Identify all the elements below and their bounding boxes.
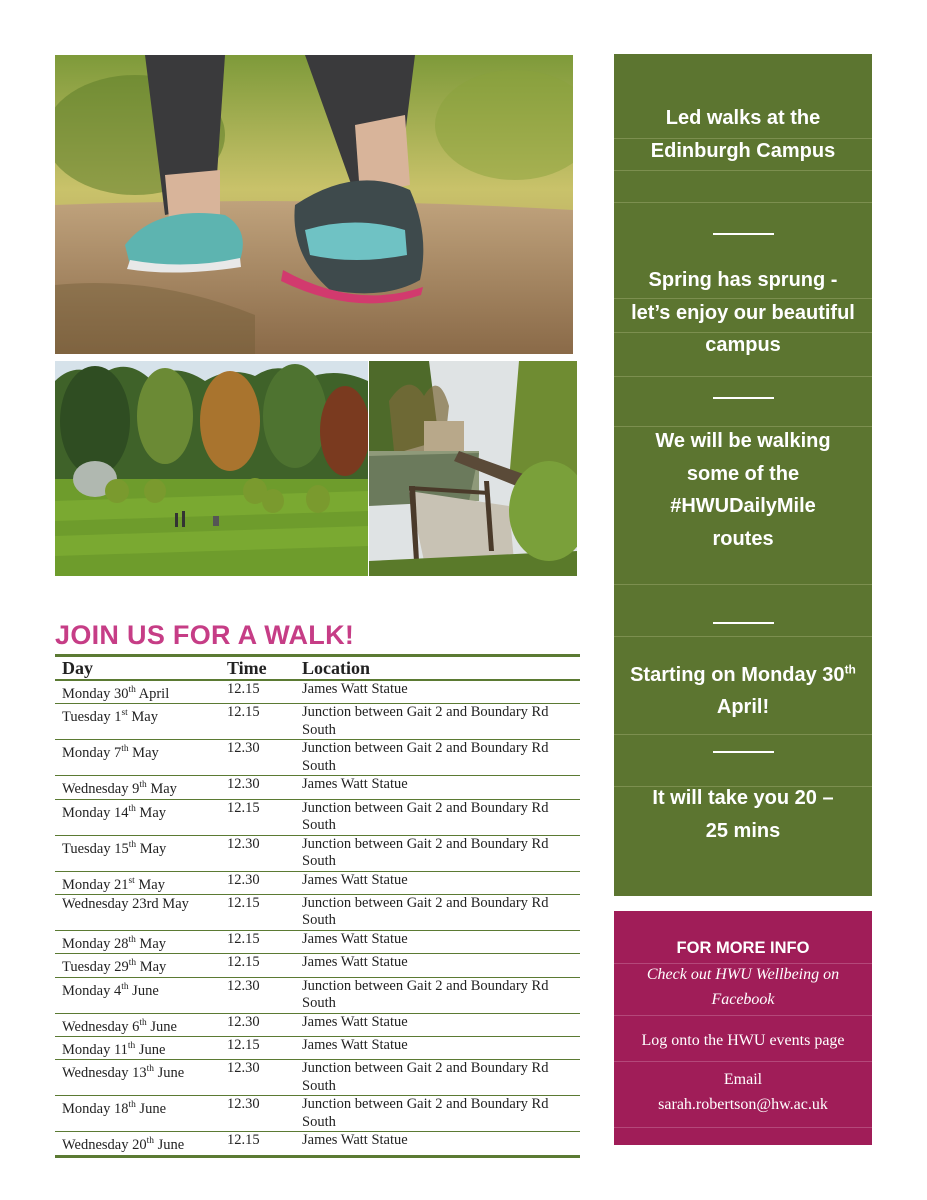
- table-row: [55, 1096, 580, 1132]
- table-row: [55, 872, 580, 895]
- row-day: Monday 30th April: [62, 685, 170, 702]
- table-body: [55, 681, 580, 1155]
- table-row: [55, 704, 580, 740]
- row-day: Tuesday 15th May: [62, 839, 167, 857]
- campus-pond-photo: [369, 361, 577, 576]
- row-day: Monday 14th May: [62, 803, 167, 821]
- join-walk-heading: JOIN US FOR A WALK!: [55, 620, 355, 650]
- row-location: James Watt Statue: [302, 1132, 408, 1149]
- table-row: [55, 1014, 580, 1037]
- row-location: James Watt Statue: [302, 681, 408, 697]
- row-location: Junction between Gait 2 and Boundary Rd South: [302, 894, 549, 929]
- header-location: Location: [302, 658, 371, 678]
- table-row: [55, 800, 580, 836]
- table-row: [55, 740, 580, 776]
- starting-text: [614, 653, 872, 724]
- row-day: Wednesday 9th May: [62, 780, 177, 798]
- row-time: 12.15: [227, 894, 260, 911]
- row-time: 12.15: [227, 930, 260, 947]
- row-time: 12.30: [227, 776, 260, 793]
- row-time: 12.15: [227, 681, 260, 697]
- row-time: 12.15: [227, 1036, 260, 1053]
- row-time: 12.30: [227, 740, 260, 757]
- row-time: 12.30: [227, 1013, 260, 1030]
- walks-info-panel: [614, 54, 872, 896]
- table-row: [55, 954, 580, 977]
- row-time: 12.15: [227, 1132, 260, 1149]
- row-day: Wednesday 20th June: [62, 1136, 185, 1154]
- divider-rule: [713, 751, 774, 753]
- row-day: Wednesday 13th June: [62, 1064, 185, 1082]
- row-day: Monday 11th June: [62, 1040, 166, 1058]
- row-day: Monday 7th May: [62, 744, 159, 762]
- more-info-title: FOR MORE INFO: [676, 939, 810, 957]
- row-day: Tuesday 1st May: [62, 708, 158, 726]
- row-time: 12.30: [227, 1060, 260, 1077]
- table-row: [55, 681, 580, 704]
- starting-line: Starting on Monday 30th April!: [630, 662, 856, 719]
- duration-text: It will take you 20 – 25 mins: [652, 787, 834, 842]
- row-time: 12.30: [227, 871, 260, 888]
- row-location: James Watt Statue: [302, 776, 408, 793]
- row-location: James Watt Statue: [302, 871, 408, 888]
- email-label: Email: [723, 1071, 763, 1088]
- row-location: Junction between Gait 2 and Boundary Rd South: [302, 799, 549, 834]
- header-time: Time: [227, 658, 267, 678]
- row-day: Wednesday 23rd May: [62, 895, 189, 912]
- row-location: Junction between Gait 2 and Boundary Rd South: [302, 977, 549, 1012]
- row-time: 12.30: [227, 977, 260, 994]
- table-row: [55, 895, 580, 931]
- routes-text: We will be walking some of the #HWUDailyMile routes: [655, 430, 831, 550]
- row-day: Wednesday 6th June: [62, 1017, 177, 1035]
- email-link[interactable]: sarah.robertson@hw.ac.uk: [658, 1096, 828, 1113]
- row-day: Monday 21st May: [62, 875, 165, 893]
- table-row: [55, 1060, 580, 1096]
- facebook-link[interactable]: Check out HWU Wellbeing on Facebook: [646, 966, 840, 1008]
- row-location: James Watt Statue: [302, 1036, 408, 1053]
- table-row: [55, 836, 580, 872]
- more-info-panel: [614, 911, 872, 1145]
- divider-rule: [713, 622, 774, 624]
- row-day: Tuesday 29th May: [62, 958, 167, 976]
- table-row: [55, 978, 580, 1014]
- row-location: Junction between Gait 2 and Boundary Rd South: [302, 1060, 549, 1094]
- campus-garden-photo: [55, 361, 368, 576]
- divider-rule: [713, 397, 774, 399]
- walk-schedule-table: [55, 654, 580, 1158]
- table-row: [55, 1037, 580, 1060]
- row-day: Monday 18th June: [62, 1100, 167, 1118]
- header-day: Day: [62, 658, 93, 678]
- divider-rule: [713, 233, 774, 235]
- running-shoes-photo: [55, 55, 573, 354]
- row-time: 12.30: [227, 1096, 260, 1113]
- row-day: Monday 28th May: [62, 934, 167, 952]
- row-time: 12.15: [227, 799, 260, 816]
- events-page-text: Log onto the HWU events page: [641, 1032, 845, 1049]
- table-row: [55, 776, 580, 799]
- row-location: James Watt Statue: [302, 954, 408, 971]
- row-location: Junction between Gait 2 and Boundary Rd South: [302, 740, 549, 774]
- led-walks-title: Led walks at the Edinburgh Campus: [650, 107, 836, 162]
- row-time: 12.15: [227, 704, 260, 721]
- row-location: Junction between Gait 2 and Boundary Rd South: [302, 835, 549, 870]
- table-row: [55, 931, 580, 954]
- row-location: James Watt Statue: [302, 1013, 408, 1030]
- spring-text: Spring has sprung - let’s enjoy our beautiful campus: [631, 269, 855, 357]
- row-time: 12.15: [227, 954, 260, 971]
- row-location: Junction between Gait 2 and Boundary Rd South: [302, 1096, 549, 1130]
- row-location: Junction between Gait 2 and Boundary Rd South: [302, 704, 549, 738]
- row-time: 12.30: [227, 835, 260, 852]
- row-location: James Watt Statue: [302, 930, 408, 947]
- row-day: Monday 4th June: [62, 981, 159, 999]
- table-header-row: [55, 657, 580, 681]
- table-row: [55, 1132, 580, 1154]
